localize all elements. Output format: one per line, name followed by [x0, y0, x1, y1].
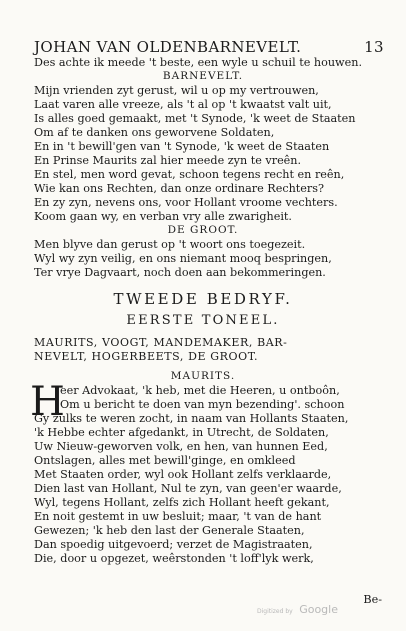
speaker-name: MAURITS. — [170, 370, 236, 382]
speaker-name: BARNEVELT. — [162, 70, 244, 82]
verse-line: Is alles goed gemaakt, met 't Synode, 'k weet de Staaten — [34, 112, 356, 125]
running-header — [34, 38, 384, 56]
drop-cap: H — [30, 379, 65, 425]
verse-line: Gewezen; 'k heb den last der Generale Staaten, — [34, 524, 305, 537]
verse-line: Ter vrye Dagvaart, noch doen aan bekommeringen. — [34, 266, 326, 279]
verse-line: Met Staaten order, wyl ook Hollant zelfs verklaarde, — [34, 468, 332, 481]
cast-list-line: NEVELT, HOGERBEETS, DE GROOT. — [34, 350, 259, 363]
page-number: 13 — [364, 38, 384, 56]
verse-line: Laat varen alle vreeze, als 't al op 't kwaatst valt uit, — [34, 98, 332, 111]
verse-line: Gy zulks te weren zocht, in naam van Hollants Staaten, — [34, 412, 349, 425]
verse-line: Ontslagen, alles met bewill'ginge, en omkleed — [34, 454, 296, 467]
watermark-small-text: Digitized by — [257, 608, 293, 615]
verse-line: Wie kan ons Rechten, dan onze ordinare Rechters? — [34, 182, 325, 195]
verse-line: Die, door u opgezet, weêrstonden 't loff'lyk werk, — [34, 552, 314, 565]
verse-line: Wyl wy zyn veilig, en ons niemant mooq bespringen, — [34, 252, 332, 265]
verse-line: Des achte ik meede 't beste, een wyle u schuil te houwen. — [34, 56, 363, 69]
verse-line: En stel, men word gevat, schoon tegens recht en reên, — [34, 168, 345, 181]
verse-line: Uw Nieuw-geworven volk, en hen, van hunnen Eed, — [34, 440, 328, 453]
verse-line: En Prinse Maurits zal hier meede zyn te vreên. — [34, 154, 302, 167]
verse-line: eer Advokaat, 'k heb, met die Heeren, u ontboôn, — [60, 384, 340, 397]
cast-list-line: MAURITS, VOOGT, MANDEMAKER, BAR- — [34, 336, 288, 349]
catchword: Be- — [363, 593, 382, 606]
verse-line: En zy zyn, nevens ons, voor Hollant vroome vechters. — [34, 196, 338, 209]
verse-line: Dan spoedig uitgevoerd; verzet de Magistraaten, — [34, 538, 313, 551]
verse-line: 'k Hebbe echter afgedankt, in Utrecht, de Soldaten, — [34, 426, 329, 439]
verse-line: Dien last van Hollant, Nul te zyn, van geen'er waarde, — [34, 482, 342, 495]
verse-line: Koom gaan wy, en verban vry alle zwarigheit. — [34, 210, 292, 223]
verse-line: Wyl, tegens Hollant, zelfs zich Hollant heeft gekant, — [34, 496, 330, 509]
verse-line: Om af te danken ons geworvene Soldaten, — [34, 126, 275, 139]
verse-line: Men blyve dan gerust op 't woort ons toegezeit. — [34, 238, 306, 251]
digitization-watermark — [257, 603, 338, 616]
running-title: JOHAN VAN OLDENBARNEVELT. — [34, 38, 302, 56]
verse-line: En in 't bewill'gen van 't Synode, 'k weet de Staaten — [34, 140, 330, 153]
scene-title: EERSTE TONEEL. — [126, 313, 280, 328]
act-title: TWEEDE BEDRYF. — [113, 290, 293, 308]
verse-line: Om u bericht te doen van myn bezending'. schoon — [60, 398, 345, 411]
verse-line: Mijn vrienden zyt gerust, wil u op my vertrouwen, — [34, 84, 319, 97]
speaker-name: DE GROOT. — [167, 224, 239, 236]
verse-line: En noit gestemt in uw besluit; maar, 't van de hant — [34, 510, 322, 523]
watermark-logo-text: Google — [299, 603, 338, 616]
